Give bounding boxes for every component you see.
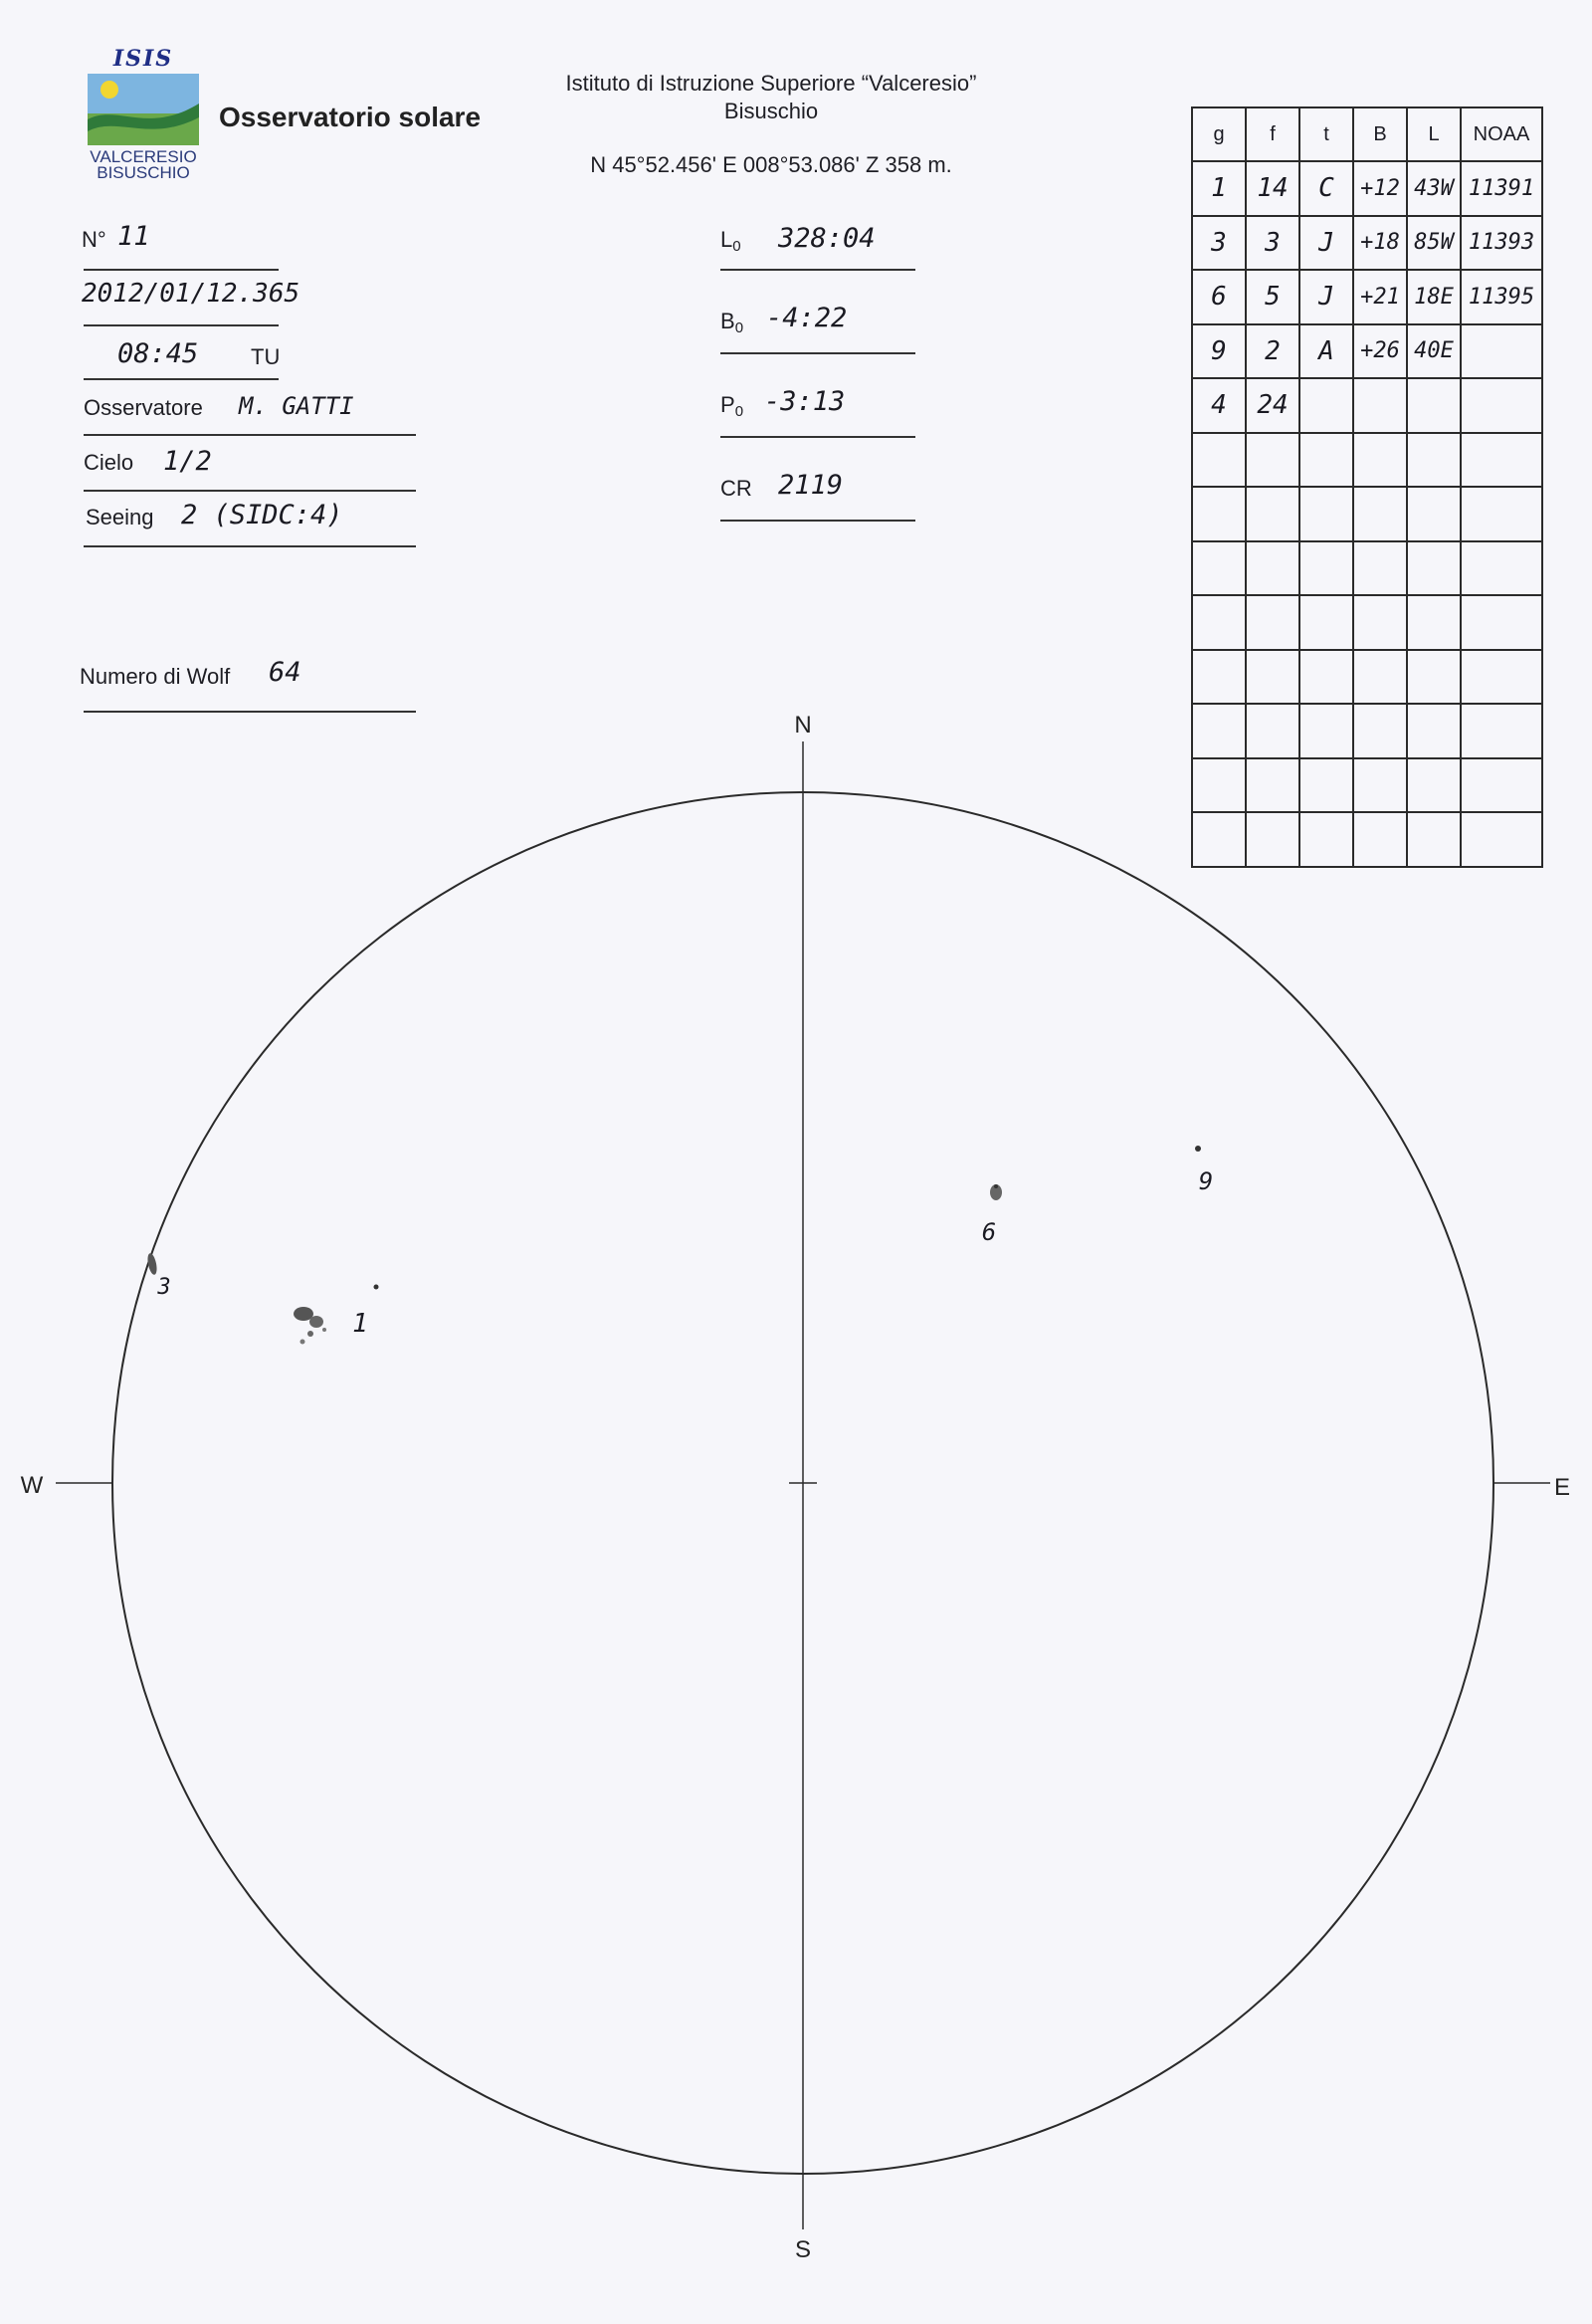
table-header-cell: B (1353, 107, 1407, 161)
logo-top-text: ISIS (112, 46, 174, 72)
east-label: E (1553, 1474, 1571, 1501)
table-cell: 4 (1192, 378, 1246, 433)
cr-label: CR (720, 476, 752, 501)
table-header-cell: g (1192, 107, 1246, 161)
table-header-cell: f (1246, 107, 1299, 161)
b0-label: $B_0$ (720, 309, 744, 336)
sunspot-group-9 (1195, 1146, 1201, 1152)
south-label: S (794, 2236, 812, 2263)
seeing-value: 2 (SIDC:4) (181, 500, 343, 530)
table-cell: 11395 (1461, 270, 1542, 324)
table-cell: 5 (1246, 270, 1299, 324)
time-value: 08:45 (117, 338, 199, 369)
sky-label: Cielo (84, 450, 134, 475)
table-cell: 40E (1407, 324, 1461, 379)
table-cell: 2 (1246, 324, 1299, 379)
table-cell: 3 (1246, 216, 1299, 271)
wolf-value: 64 (269, 657, 301, 688)
logo-line2: BISUSCHIO (97, 163, 190, 182)
time-unit: TU (251, 344, 281, 369)
sunspot-group-6 (990, 1184, 1002, 1200)
table-cell: 18E (1407, 270, 1461, 324)
b0-value: -4:22 (766, 303, 848, 333)
table-cell: +18 (1353, 216, 1407, 271)
observer-value: M. GATTI (239, 392, 354, 420)
sky-value: 1/2 (163, 446, 212, 477)
table-header-cell: NOAA (1461, 107, 1542, 161)
l0-value: 328:04 (778, 223, 876, 254)
p0-label: $P_0$ (720, 392, 744, 420)
table-cell: 24 (1246, 378, 1299, 433)
table-cell: +12 (1353, 161, 1407, 216)
table-cell: 14 (1246, 161, 1299, 216)
l0-label: $L_0$ (720, 227, 741, 255)
north-label: N (794, 712, 812, 739)
table-cell: +26 (1353, 324, 1407, 379)
group-1-label: 1 (352, 1309, 368, 1339)
table-cell: 1 (1192, 161, 1246, 216)
group-3-label: 3 (157, 1275, 171, 1300)
seeing-label: Seeing (86, 505, 154, 529)
group-9-label: 9 (1198, 1167, 1214, 1195)
p0-value: -3:13 (764, 386, 846, 417)
table-cell: 9 (1192, 324, 1246, 379)
observer-label: Osservatore (84, 395, 203, 420)
west-label: W (20, 1472, 44, 1499)
table-cell: J (1299, 270, 1353, 324)
number-label: N° (82, 227, 106, 252)
table-cell: 3 (1192, 216, 1246, 271)
table-header-cell: L (1407, 107, 1461, 161)
group-6-label: 6 (981, 1218, 997, 1246)
table-cell: C (1299, 161, 1353, 216)
institute-line1: Istituto di Istruzione Superiore “Valceresio” (565, 71, 977, 96)
number-value: 11 (117, 221, 150, 252)
table-cell: A (1299, 324, 1353, 379)
table-header-cell: t (1299, 107, 1353, 161)
page-title: Osservatorio solare (219, 102, 482, 132)
wolf-label: Numero di Wolf (80, 664, 231, 689)
observatory-coordinates: N 45°52.456' E 008°53.086' Z 358 m. (590, 152, 952, 177)
logo-line1: VALCERESIO (90, 147, 197, 166)
cr-value: 2119 (778, 470, 844, 501)
table-cell: 43W (1407, 161, 1461, 216)
table-cell: J (1299, 216, 1353, 271)
table-cell: 11391 (1461, 161, 1542, 216)
table-cell: +21 (1353, 270, 1407, 324)
institute-line2: Bisuschio (723, 99, 819, 123)
table-cell: 11393 (1461, 216, 1542, 271)
table-cell: 85W (1407, 216, 1461, 271)
date-value: 2012/01/12.365 (82, 279, 300, 309)
table-cell: 6 (1192, 270, 1246, 324)
